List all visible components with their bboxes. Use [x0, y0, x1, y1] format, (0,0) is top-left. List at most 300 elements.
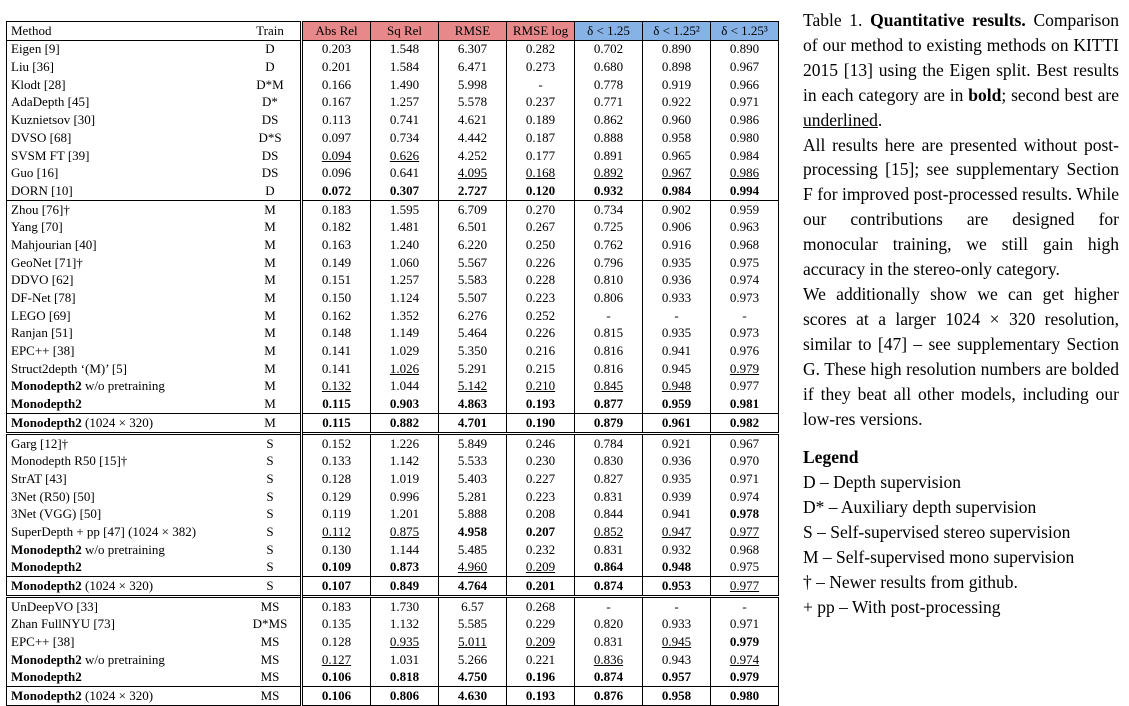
delta-2-cell: 0.902: [643, 200, 711, 218]
delta-2-cell: 0.943: [643, 651, 711, 669]
method-cell: [7, 360, 241, 378]
train-cell: M: [240, 289, 302, 307]
sq-rel-cell: 0.734: [371, 129, 439, 147]
rmse-log-cell: 0.120: [507, 182, 575, 200]
delta-1-cell: 0.852: [575, 523, 643, 541]
sq-rel-cell: 0.818: [371, 669, 439, 687]
method-name: Guo [16]: [11, 165, 59, 181]
delta-2-cell: 0.933: [643, 289, 711, 307]
method-cell: [7, 307, 241, 325]
sq-rel-cell: 1.240: [371, 236, 439, 254]
sq-rel-cell: 1.124: [371, 289, 439, 307]
method-name: Monodepth2: [11, 669, 82, 685]
table-row: [7, 325, 779, 343]
abs-rel-cell: 0.107: [302, 577, 371, 597]
legend-item: + pp – With post-processing: [803, 596, 1001, 617]
table-row: [7, 523, 779, 541]
sq-rel-cell: 1.132: [371, 616, 439, 634]
rmse-cell: 5.998: [439, 76, 507, 94]
delta-3-cell: -: [711, 597, 779, 616]
legend-title: Legend: [803, 447, 859, 468]
abs-rel-cell: 0.152: [302, 433, 371, 452]
delta-3-cell: 0.968: [711, 236, 779, 254]
method-cell: [7, 633, 241, 651]
train-cell: MS: [240, 597, 302, 616]
rmse-cell: 5.507: [439, 289, 507, 307]
delta-1-cell: 0.734: [575, 200, 643, 218]
delta-3-cell: 0.975: [711, 559, 779, 577]
rmse-log-cell: 0.189: [507, 111, 575, 129]
method-cell: [7, 651, 241, 669]
delta-1-cell: 0.891: [575, 147, 643, 165]
delta-3-cell: 0.973: [711, 325, 779, 343]
delta-1-cell: 0.830: [575, 453, 643, 471]
method-name: Monodepth2: [11, 396, 82, 412]
delta-2-cell: 0.935: [643, 325, 711, 343]
rmse-cell: 5.464: [439, 325, 507, 343]
rmse-cell: 5.281: [439, 488, 507, 506]
method-cell: [7, 559, 241, 577]
sq-rel-cell: 1.060: [371, 254, 439, 272]
method-suffix: w/o pretraining: [81, 541, 165, 557]
method-cell: [7, 254, 241, 272]
rmse-cell: 5.888: [439, 506, 507, 524]
table-row: [7, 616, 779, 634]
sq-rel-cell: 1.226: [371, 433, 439, 452]
caption-underline-word: underlined: [803, 109, 878, 130]
abs-rel-cell: 0.148: [302, 325, 371, 343]
delta-3-cell: 0.978: [711, 506, 779, 524]
method-name: Monodepth2: [11, 414, 82, 430]
method-name: DVSO [68]: [11, 129, 72, 145]
sq-rel-cell: 0.882: [371, 414, 439, 434]
table-row: [7, 289, 779, 307]
rmse-log-cell: 0.267: [507, 219, 575, 237]
train-cell: S: [240, 577, 302, 597]
table-row: [7, 414, 779, 434]
rmse-log-cell: 0.168: [507, 165, 575, 183]
rmse-log-cell: 0.229: [507, 616, 575, 634]
method-name: Monodepth2: [11, 541, 82, 557]
delta-1-cell: 0.796: [575, 254, 643, 272]
table-row: [7, 633, 779, 651]
rmse-cell: 5.291: [439, 360, 507, 378]
abs-rel-cell: 0.166: [302, 76, 371, 94]
delta-3-cell: 0.977: [711, 523, 779, 541]
rmse-log-cell: 0.230: [507, 453, 575, 471]
delta-1-cell: 0.831: [575, 488, 643, 506]
delta-1-cell: 0.827: [575, 470, 643, 488]
method-name: Liu [36]: [11, 59, 54, 75]
method-cell: [7, 414, 241, 434]
delta-3-cell: 0.959: [711, 200, 779, 218]
abs-rel-cell: 0.109: [302, 559, 371, 577]
method-cell: [7, 147, 241, 165]
method-name: StrAT [43]: [11, 470, 67, 486]
rmse-cell: 5.849: [439, 433, 507, 452]
abs-rel-cell: 0.135: [302, 616, 371, 634]
delta-2-cell: 0.958: [643, 129, 711, 147]
rmse-log-cell: 0.227: [507, 470, 575, 488]
table-row: [7, 40, 779, 58]
rmse-cell: 4.764: [439, 577, 507, 597]
rmse-log-cell: 0.201: [507, 577, 575, 597]
rmse-log-cell: 0.190: [507, 414, 575, 434]
delta-3-cell: 0.974: [711, 272, 779, 290]
method-cell: [7, 488, 241, 506]
rmse-log-cell: 0.246: [507, 433, 575, 452]
caption-text-1: Comparison of our method to existing methods on KITTI 2015 [13] using the Eigen split. Best results in each category are in: [803, 10, 1119, 105]
caption-label: Table 1.: [803, 10, 863, 30]
table-row: [7, 597, 779, 616]
delta-2-cell: 0.957: [643, 669, 711, 687]
delta-1-cell: 0.932: [575, 182, 643, 200]
rmse-cell: 5.583: [439, 272, 507, 290]
delta-2-cell: 0.984: [643, 182, 711, 200]
delta-2-cell: 0.939: [643, 488, 711, 506]
delta-1-cell: 0.810: [575, 272, 643, 290]
rmse-log-cell: 0.250: [507, 236, 575, 254]
abs-rel-cell: 0.183: [302, 597, 371, 616]
method-cell: [7, 378, 241, 396]
sq-rel-cell: 0.873: [371, 559, 439, 577]
sq-rel-cell: 0.741: [371, 111, 439, 129]
rmse-cell: 6.709: [439, 200, 507, 218]
rmse-cell: 2.727: [439, 182, 507, 200]
rmse-cell: 6.57: [439, 597, 507, 616]
rmse-log-cell: 0.270: [507, 200, 575, 218]
train-cell: M: [240, 378, 302, 396]
rmse-log-cell: 0.226: [507, 254, 575, 272]
rmse-cell: 4.252: [439, 147, 507, 165]
method-cell: [7, 325, 241, 343]
method-suffix: (1024 × 320): [81, 414, 154, 430]
delta-2-cell: 0.941: [643, 506, 711, 524]
rmse-cell: 5.350: [439, 342, 507, 360]
sq-rel-cell: 1.730: [371, 597, 439, 616]
delta-3-cell: 0.977: [711, 577, 779, 597]
table-row: [7, 687, 779, 706]
train-cell: M: [240, 342, 302, 360]
abs-rel-cell: 0.150: [302, 289, 371, 307]
method-cell: [7, 616, 241, 634]
delta-2-cell: 0.947: [643, 523, 711, 541]
abs-rel-cell: 0.129: [302, 488, 371, 506]
abs-rel-cell: 0.203: [302, 40, 371, 58]
abs-rel-cell: 0.182: [302, 219, 371, 237]
sq-rel-cell: 1.149: [371, 325, 439, 343]
rmse-cell: 4.750: [439, 669, 507, 687]
train-cell: D: [240, 58, 302, 76]
delta-2-cell: -: [643, 597, 711, 616]
delta-3-cell: 0.984: [711, 147, 779, 165]
table-row: [7, 378, 779, 396]
delta-3-cell: 0.975: [711, 254, 779, 272]
table-row: [7, 76, 779, 94]
train-cell: M: [240, 219, 302, 237]
train-cell: MS: [240, 651, 302, 669]
table-row: [7, 94, 779, 112]
method-name: Mahjourian [40]: [11, 236, 97, 252]
delta-1-cell: 0.876: [575, 687, 643, 706]
rmse-log-cell: 0.207: [507, 523, 575, 541]
delta-2-cell: 0.933: [643, 616, 711, 634]
abs-rel-cell: 0.141: [302, 360, 371, 378]
method-name: LEGO [69]: [11, 307, 71, 323]
train-cell: M: [240, 395, 302, 413]
header-delta-1: δ < 1.25: [575, 22, 643, 41]
rmse-log-cell: 0.252: [507, 307, 575, 325]
sq-rel-cell: 1.029: [371, 342, 439, 360]
rmse-log-cell: 0.268: [507, 597, 575, 616]
rmse-log-cell: 0.210: [507, 378, 575, 396]
table-row: [7, 488, 779, 506]
method-name: Monodepth2: [11, 378, 82, 394]
table-row: [7, 577, 779, 597]
method-name: DDVO [62]: [11, 272, 74, 288]
sq-rel-cell: 1.595: [371, 200, 439, 218]
method-name: Monodepth R50 [15]†: [11, 453, 128, 469]
rmse-cell: 4.095: [439, 165, 507, 183]
rmse-cell: 4.863: [439, 395, 507, 413]
method-cell: [7, 182, 241, 200]
header-rmse: RMSE: [439, 22, 507, 41]
abs-rel-cell: 0.094: [302, 147, 371, 165]
sq-rel-cell: 1.257: [371, 94, 439, 112]
delta-1-cell: 0.820: [575, 616, 643, 634]
caption-paragraph-2: All results here are presented without post-processing [15]; see supplementary Section F for improved post-processed results. While our contributions are designed for monocular training, we still gain high accuracy in the stereo-only category.: [803, 134, 1119, 280]
rmse-cell: 5.011: [439, 633, 507, 651]
rmse-log-cell: -: [507, 76, 575, 94]
caption-paragraph: [803, 8, 1119, 133]
delta-3-cell: 0.980: [711, 129, 779, 147]
train-cell: S: [240, 433, 302, 452]
sq-rel-cell: 1.257: [371, 272, 439, 290]
train-cell: M: [240, 200, 302, 218]
train-cell: DS: [240, 147, 302, 165]
train-cell: M: [240, 254, 302, 272]
train-cell: D*MS: [240, 616, 302, 634]
legend-item: D* – Auxiliary depth supervision: [803, 497, 1037, 518]
rmse-cell: 5.533: [439, 453, 507, 471]
table-row: [7, 651, 779, 669]
method-name: Monodepth2: [11, 688, 82, 704]
rmse-cell: 5.403: [439, 470, 507, 488]
delta-3-cell: 0.966: [711, 76, 779, 94]
sq-rel-cell: 1.026: [371, 360, 439, 378]
method-suffix: (1024 × 320): [81, 688, 154, 704]
rmse-log-cell: 0.209: [507, 633, 575, 651]
train-cell: D: [240, 40, 302, 58]
rmse-cell: 6.276: [439, 307, 507, 325]
method-name: Monodepth2: [11, 651, 82, 667]
delta-3-cell: 0.968: [711, 541, 779, 559]
legend-item: D – Depth supervision: [803, 472, 961, 493]
delta-3-cell: 0.980: [711, 687, 779, 706]
method-name: Zhou [76]†: [11, 201, 70, 217]
method-cell: [7, 577, 241, 597]
train-cell: MS: [240, 669, 302, 687]
table-row: [7, 200, 779, 218]
rmse-log-cell: 0.196: [507, 669, 575, 687]
train-cell: S: [240, 523, 302, 541]
header-abs-rel: Abs Rel: [302, 22, 371, 41]
rmse-cell: 4.958: [439, 523, 507, 541]
method-name: Klodt [28]: [11, 76, 66, 92]
abs-rel-cell: 0.133: [302, 453, 371, 471]
table-row: [7, 669, 779, 687]
delta-2-cell: 0.959: [643, 395, 711, 413]
rmse-cell: 5.266: [439, 651, 507, 669]
delta-2-cell: -: [643, 307, 711, 325]
delta-2-cell: 0.958: [643, 687, 711, 706]
caption-text-3: .: [877, 109, 883, 130]
rmse-log-cell: 0.193: [507, 395, 575, 413]
train-cell: D*: [240, 94, 302, 112]
train-cell: M: [240, 414, 302, 434]
method-cell: [7, 165, 241, 183]
method-name: Ranjan [51]: [11, 325, 73, 341]
table-row: [7, 453, 779, 471]
table-row: [7, 433, 779, 452]
method-name: 3Net (R50) [50]: [11, 488, 95, 504]
legend-list: [803, 470, 1119, 619]
train-cell: M: [240, 360, 302, 378]
delta-2-cell: 0.898: [643, 58, 711, 76]
header-delta-3: δ < 1.25³: [711, 22, 779, 41]
rmse-cell: 4.442: [439, 129, 507, 147]
method-cell: [7, 541, 241, 559]
delta-3-cell: -: [711, 307, 779, 325]
abs-rel-cell: 0.115: [302, 395, 371, 413]
abs-rel-cell: 0.162: [302, 307, 371, 325]
method-name: Yang [70]: [11, 219, 63, 235]
delta-2-cell: 0.960: [643, 111, 711, 129]
results-table: [6, 21, 779, 706]
rmse-log-cell: 0.221: [507, 651, 575, 669]
table-row: [7, 219, 779, 237]
delta-2-cell: 0.948: [643, 559, 711, 577]
rmse-log-cell: 0.228: [507, 272, 575, 290]
method-suffix: w/o pretraining: [81, 378, 165, 394]
method-cell: [7, 342, 241, 360]
delta-3-cell: 0.973: [711, 289, 779, 307]
table-row: [7, 342, 779, 360]
delta-1-cell: 0.680: [575, 58, 643, 76]
method-name: 3Net (VGG) [50]: [11, 506, 102, 522]
abs-rel-cell: 0.132: [302, 378, 371, 396]
rmse-cell: 4.621: [439, 111, 507, 129]
rmse-log-cell: 0.177: [507, 147, 575, 165]
sq-rel-cell: 1.031: [371, 651, 439, 669]
legend-item: M – Self-supervised mono supervision: [803, 547, 1075, 568]
caption-paragraph-3: We additionally show we can get higher scores at a larger 1024 × 320 resolution, similar to [47] – see supplementary Section G. These high resolution numbers are bolded if they beat all other models, including our low-res versions.: [803, 283, 1119, 429]
method-name: Kuznietsov [30]: [11, 112, 96, 128]
delta-2-cell: 0.921: [643, 433, 711, 452]
table-row: [7, 395, 779, 413]
method-cell: [7, 470, 241, 488]
sq-rel-cell: 0.641: [371, 165, 439, 183]
abs-rel-cell: 0.201: [302, 58, 371, 76]
caption-bold-word: bold: [968, 84, 1002, 105]
method-cell: [7, 94, 241, 112]
delta-2-cell: 0.965: [643, 147, 711, 165]
abs-rel-cell: 0.106: [302, 687, 371, 706]
abs-rel-cell: 0.096: [302, 165, 371, 183]
train-cell: S: [240, 559, 302, 577]
delta-3-cell: 0.970: [711, 453, 779, 471]
header-train: Train: [240, 22, 302, 41]
delta-1-cell: 0.762: [575, 236, 643, 254]
sq-rel-cell: 0.307: [371, 182, 439, 200]
delta-3-cell: 0.994: [711, 182, 779, 200]
rmse-cell: 5.142: [439, 378, 507, 396]
delta-1-cell: 0.877: [575, 395, 643, 413]
delta-1-cell: 0.702: [575, 40, 643, 58]
table-row: [7, 129, 779, 147]
rmse-log-cell: 0.273: [507, 58, 575, 76]
method-cell: [7, 506, 241, 524]
delta-1-cell: 0.831: [575, 633, 643, 651]
table-body: [7, 40, 779, 705]
rmse-cell: 4.630: [439, 687, 507, 706]
table-row: [7, 506, 779, 524]
train-cell: MS: [240, 633, 302, 651]
method-cell: [7, 40, 241, 58]
method-name: Monodepth2: [11, 559, 82, 575]
method-cell: [7, 219, 241, 237]
delta-2-cell: 0.945: [643, 360, 711, 378]
table-row: [7, 272, 779, 290]
method-cell: [7, 289, 241, 307]
delta-3-cell: 0.986: [711, 111, 779, 129]
rmse-cell: 6.471: [439, 58, 507, 76]
header-row: [7, 22, 779, 41]
header-sq-rel: Sq Rel: [371, 22, 439, 41]
caption-title: Quantitative results.: [870, 10, 1026, 30]
method-cell: [7, 687, 241, 706]
delta-3-cell: 0.971: [711, 94, 779, 112]
table-row: [7, 541, 779, 559]
abs-rel-cell: 0.167: [302, 94, 371, 112]
table-row: [7, 559, 779, 577]
table-row: [7, 470, 779, 488]
caption-text-2: ; second best are: [1001, 84, 1119, 105]
sq-rel-cell: 1.490: [371, 76, 439, 94]
sq-rel-cell: 0.996: [371, 488, 439, 506]
delta-3-cell: 0.981: [711, 395, 779, 413]
delta-2-cell: 0.916: [643, 236, 711, 254]
legend-item: S – Self-supervised stereo supervision: [803, 522, 1071, 543]
rmse-log-cell: 0.216: [507, 342, 575, 360]
rmse-cell: 4.701: [439, 414, 507, 434]
rmse-log-cell: 0.208: [507, 506, 575, 524]
delta-3-cell: 0.976: [711, 342, 779, 360]
delta-3-cell: 0.963: [711, 219, 779, 237]
abs-rel-cell: 0.130: [302, 541, 371, 559]
train-cell: DS: [240, 165, 302, 183]
sq-rel-cell: 1.144: [371, 541, 439, 559]
abs-rel-cell: 0.106: [302, 669, 371, 687]
abs-rel-cell: 0.149: [302, 254, 371, 272]
method-cell: [7, 111, 241, 129]
abs-rel-cell: 0.163: [302, 236, 371, 254]
abs-rel-cell: 0.115: [302, 414, 371, 434]
rmse-cell: 5.578: [439, 94, 507, 112]
method-cell: [7, 597, 241, 616]
delta-1-cell: 0.816: [575, 342, 643, 360]
sq-rel-cell: 1.548: [371, 40, 439, 58]
